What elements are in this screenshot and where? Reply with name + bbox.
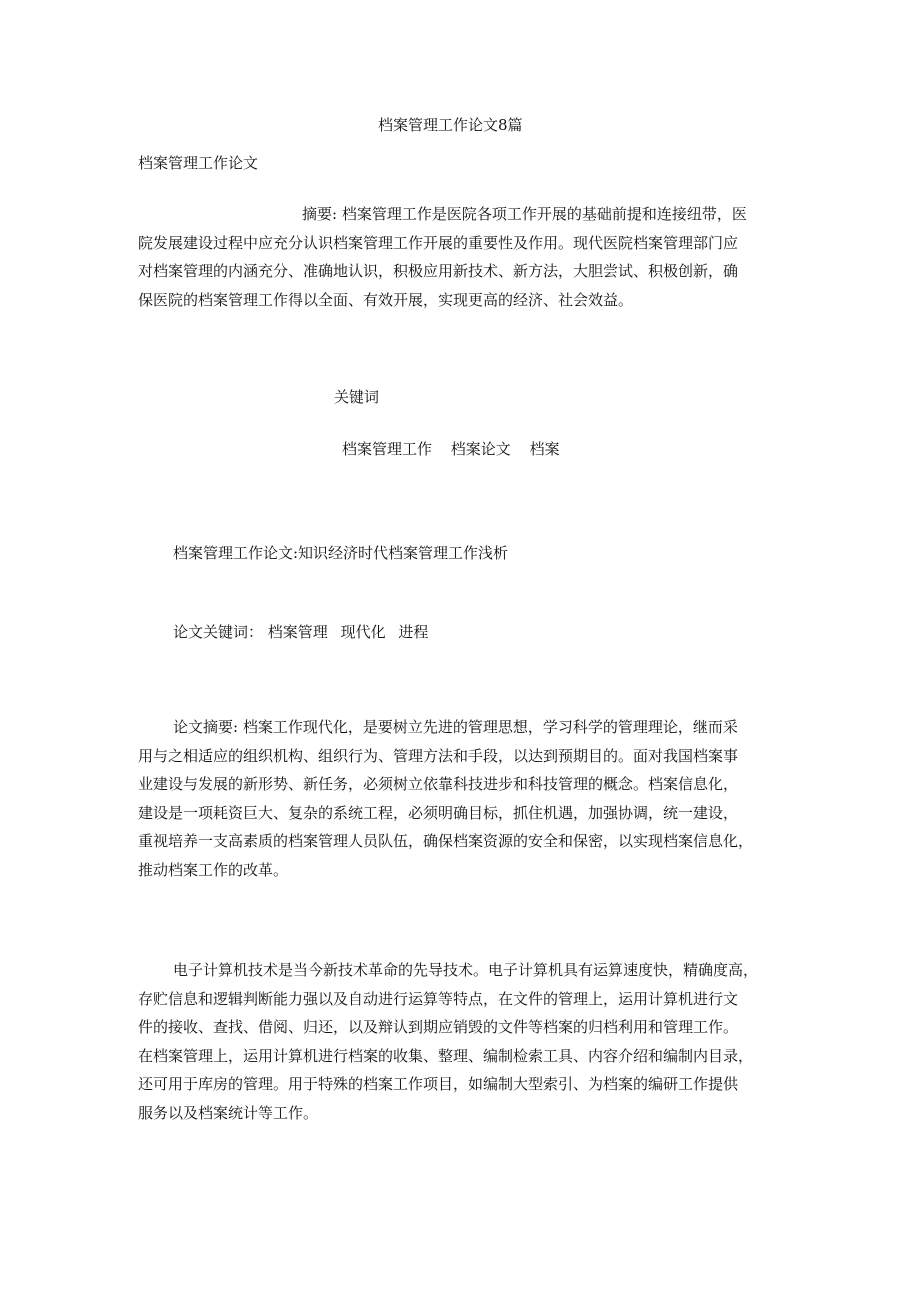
body-line: 还可用于库房的管理。用于特殊的档案工作项目，如编制大型索引、为档案的编研工作提供 bbox=[138, 1075, 739, 1093]
body-line: 服务以及档案统计等工作。 bbox=[138, 1103, 319, 1122]
paper-abstract-line: 用与之相适应的组织机构、组织行为、管理方法和手段，以达到预期目的。面对我国档案事 bbox=[138, 746, 739, 765]
document-title: 档案管理工作论文8篇 bbox=[378, 116, 523, 134]
section-heading: 档案管理工作论文 bbox=[138, 154, 259, 172]
body-paragraph bbox=[138, 956, 782, 1127]
paper-abstract-line: 业建设与发展的新形势、新任务，必须树立依靠科技进步和科技管理的概念。档案信息化， bbox=[138, 775, 739, 793]
abstract-line: 院发展建设过程中应充分认识档案管理工作开展的重要性及作用。现代医院档案管理部门应 bbox=[138, 233, 739, 252]
paper-abstract-line: 建设是一项耗资巨大、复杂的系统工程，必须明确目标，抓住机遇，加强协调，统一建设， bbox=[138, 803, 739, 822]
abstract-paragraph bbox=[138, 200, 782, 314]
paper-abstract-line: 论文摘要: 档案工作现代化，是要树立先进的管理思想，学习科学的管理理论，继而采 bbox=[173, 718, 738, 736]
body-line: 存贮信息和逻辑判断能力强以及自动进行运算等特点，在文件的管理上，运用计算机进行文 bbox=[138, 989, 739, 1008]
paper-keywords-row bbox=[173, 622, 436, 642]
paper-keyword-item: 现代化 bbox=[340, 623, 386, 641]
paper-abstract-line: 推动档案工作的改革。 bbox=[138, 860, 289, 879]
paper-keyword-item: 档案管理 bbox=[267, 623, 328, 641]
paper-keywords-label: 论文关键词： bbox=[173, 623, 264, 641]
keyword-item: 档案论文 bbox=[450, 440, 511, 458]
keyword-item: 档案 bbox=[529, 440, 560, 458]
body-line: 在档案管理上，运用计算机进行档案的收集、整理、编制检索工具、内容介绍和编制内目录， bbox=[138, 1046, 754, 1065]
abstract-line: 摘要: 档案管理工作是医院各项工作开展的基础前提和连接纽带，医 bbox=[302, 205, 747, 223]
abstract-line: 对档案管理的内涵充分、准确地认识，积极应用新技术、新方法，大胆尝试、积极创新，确 bbox=[138, 262, 739, 280]
paper-abstract-paragraph bbox=[138, 713, 782, 884]
body-line: 电子计算机技术是当今新技术革命的先导技术。电子计算机具有运算速度快，精确度高， bbox=[173, 961, 759, 979]
paper-title: 档案管理工作论文:知识经济时代档案管理工作浅析 bbox=[173, 544, 509, 562]
paper-abstract-line: 重视培养一支高素质的档案管理人员队伍，确保档案资源的安全和保密，以实现档案信息化， bbox=[138, 832, 754, 850]
abstract-line: 保医院的档案管理工作得以全面、有效开展，实现更高的经济、社会效益。 bbox=[138, 290, 634, 309]
keywords-label: 关键词 bbox=[334, 388, 380, 406]
body-line: 件的接收、查找、借阅、归还，以及辩认到期应销毁的文件等档案的归档利用和管理工作。 bbox=[138, 1018, 739, 1036]
keyword-item: 档案管理工作 bbox=[342, 440, 433, 458]
paper-keyword-item: 进程 bbox=[398, 623, 429, 641]
keywords-row bbox=[342, 439, 560, 459]
